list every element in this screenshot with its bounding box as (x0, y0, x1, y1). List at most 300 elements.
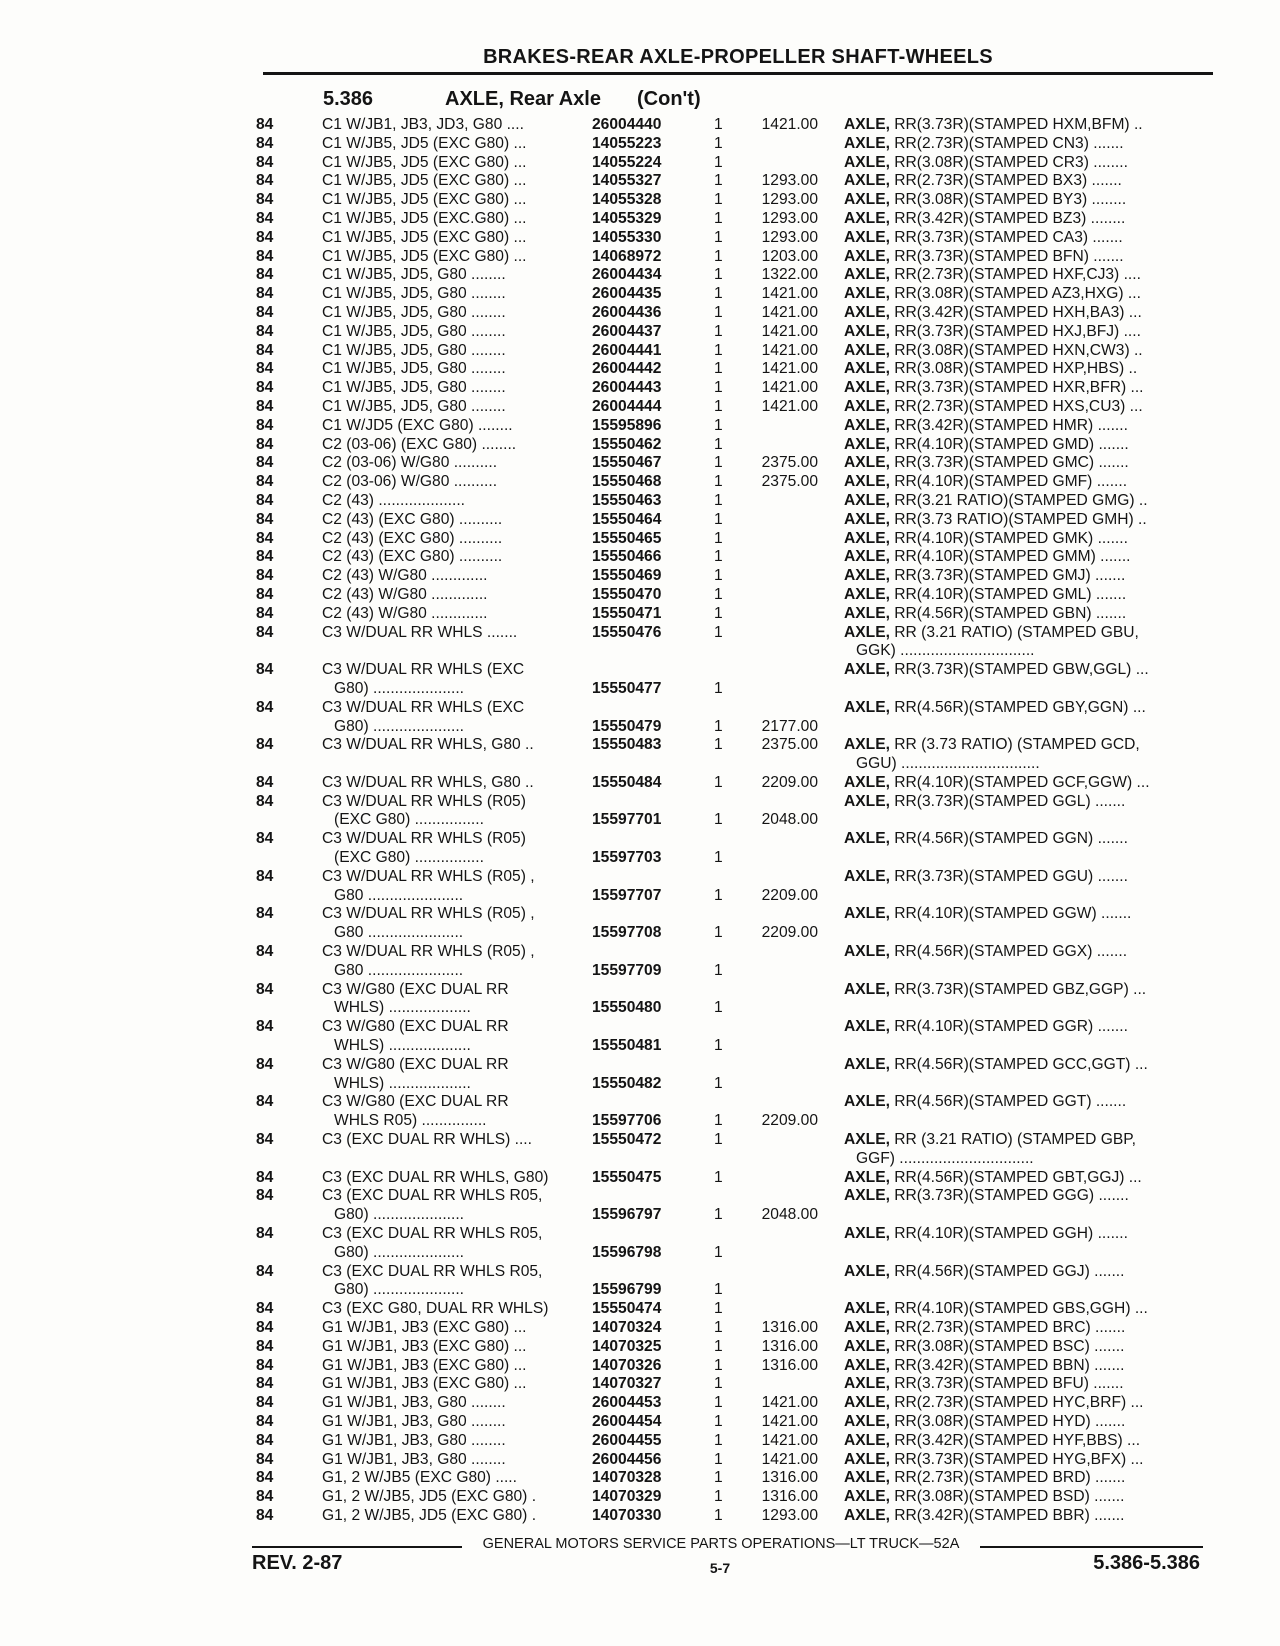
application-line: C1 W/JB5, JD5 (EXC G80) ... (322, 134, 527, 152)
quantity: 1 (714, 172, 723, 190)
price: 1293.00 (761, 209, 818, 227)
application-line: (EXC G80) ................ (334, 849, 484, 867)
quantity: 1 (714, 1074, 723, 1092)
description-cell (844, 323, 1216, 342)
description-cell (844, 1432, 1216, 1451)
application-line: C2 (43) (EXC G80) .......... (322, 548, 503, 566)
table-row (256, 229, 1216, 248)
description-prefix: AXLE, (844, 548, 890, 566)
description-line: GGF) ............................... (856, 1149, 1034, 1167)
description-prefix: AXLE, (844, 435, 890, 453)
description-prefix: AXLE, (844, 303, 890, 321)
description-prefix: AXLE, (844, 1450, 890, 1468)
application-cell (322, 248, 590, 267)
application-cell (322, 1225, 590, 1263)
description-cell (844, 210, 1216, 229)
ref-number: 84 (256, 548, 274, 566)
application-line: C3 W/DUAL RR WHLS ....... (322, 623, 518, 641)
description-line: RR(3.08R)(STAMPED AZ3,HXG) ... (894, 285, 1141, 303)
application-line: C1 W/JB5, JD5, G80 ........ (322, 360, 506, 378)
description-prefix: AXLE, (844, 792, 890, 810)
quantity: 1 (714, 322, 723, 340)
part-number: 15550466 (592, 548, 662, 566)
application-line: C2 (43) W/G80 ............. (322, 604, 488, 622)
application-line: G1 W/JB1, JB3 (EXC G80) ... (322, 1319, 527, 1336)
description-cell (844, 1451, 1216, 1470)
application-line: C1 W/JB5, JD5 (EXC G80) ... (322, 191, 527, 209)
application-cell (322, 1263, 590, 1301)
description-prefix: AXLE, (844, 567, 890, 585)
description-cell (844, 285, 1216, 304)
quantity: 1 (714, 473, 723, 491)
ref-number: 84 (256, 1168, 274, 1186)
quantity: 1 (714, 849, 723, 867)
ref-number: 84 (256, 1337, 274, 1355)
ref-number: 84 (256, 980, 274, 998)
application-cell (322, 154, 590, 173)
description-prefix: AXLE, (844, 510, 890, 528)
description-line: RR(3.73R)(STAMPED GBW,GGL) ... (894, 661, 1149, 679)
part-number: 15550483 (592, 736, 662, 754)
part-number: 15550480 (592, 999, 662, 1017)
application-line: G1, 2 W/JB5 (EXC G80) ..... (322, 1469, 517, 1487)
price: 1316.00 (761, 1488, 818, 1506)
description-prefix: AXLE, (844, 1356, 890, 1374)
table-row (256, 135, 1216, 154)
description-cell (844, 793, 1216, 812)
description-line: RR(3.08R)(STAMPED BSD) ....... (894, 1488, 1125, 1506)
description-cell (844, 417, 1216, 436)
description-cell (844, 981, 1216, 1000)
application-line: C1 W/JB5, JD5 (EXC G80) ... (322, 153, 527, 171)
application-cell (322, 304, 590, 323)
table-row (256, 661, 1216, 699)
part-number: 15597707 (592, 886, 662, 904)
description-cell (844, 1263, 1216, 1282)
part-number: 15550472 (592, 1131, 662, 1149)
description-line: RR(4.56R)(STAMPED GBN) ....... (894, 604, 1127, 622)
quantity: 1 (714, 623, 723, 641)
price: 1421.00 (761, 1431, 818, 1449)
price: 1316.00 (761, 1337, 818, 1355)
description-line: RR(4.56R)(STAMPED GGN) ....... (894, 830, 1128, 848)
table-row (256, 981, 1216, 1019)
application-cell (322, 511, 590, 530)
ref-number: 84 (256, 360, 274, 378)
quantity: 1 (714, 773, 723, 791)
ref-number: 84 (256, 792, 274, 810)
description-prefix: AXLE, (844, 1412, 890, 1430)
price: 1293.00 (761, 191, 818, 209)
description-line: GGK) ............................... (856, 642, 1035, 660)
application-line: G80) ..................... (334, 1206, 464, 1224)
application-cell (322, 473, 590, 492)
quantity: 1 (714, 717, 723, 735)
description-prefix: AXLE, (844, 1488, 890, 1506)
description-prefix: AXLE, (844, 191, 890, 209)
ref-number: 84 (256, 416, 274, 434)
description-prefix: AXLE, (844, 1375, 890, 1393)
quantity: 1 (714, 1112, 723, 1130)
ref-number: 84 (256, 1394, 274, 1412)
application-line: C1 W/JB5, JD5, G80 ........ (322, 379, 506, 397)
description-prefix: AXLE, (844, 1131, 890, 1149)
price: 1316.00 (761, 1319, 818, 1336)
ref-number: 84 (256, 1469, 274, 1487)
description-prefix: AXLE, (844, 698, 890, 716)
description-prefix: AXLE, (844, 623, 890, 641)
application-cell (322, 624, 590, 643)
description-cell (844, 1394, 1216, 1413)
price: 1421.00 (761, 341, 818, 359)
description-cell (844, 473, 1216, 492)
application-cell (322, 530, 590, 549)
quantity: 1 (714, 116, 723, 133)
table-row (256, 116, 1216, 135)
application-line: C3 W/DUAL RR WHLS (R05) , (322, 867, 535, 885)
quantity: 1 (714, 1488, 723, 1506)
section-continued: (Con't) (637, 88, 701, 110)
description-line: RR (3.21 RATIO) (STAMPED GBU, (894, 623, 1139, 641)
description-line: RR(3.42R)(STAMPED HMR) ....... (894, 416, 1128, 434)
description-cell (844, 624, 1216, 662)
description-cell (844, 530, 1216, 549)
part-number: 15597703 (592, 849, 662, 867)
application-line: C3 W/DUAL RR WHLS (R05) , (322, 943, 535, 961)
application-line: G1 W/JB1, JB3 (EXC G80) ... (322, 1337, 527, 1355)
application-cell (322, 774, 590, 793)
ref-number: 84 (256, 379, 274, 397)
application-cell (322, 905, 590, 943)
description-cell (844, 342, 1216, 361)
application-line: C3 W/G80 (EXC DUAL RR (322, 1018, 509, 1036)
application-cell (322, 586, 590, 605)
description-line: RR(3.73R)(STAMPED HXR,BFR) ... (894, 379, 1144, 397)
description-cell (844, 868, 1216, 887)
ref-number: 84 (256, 1506, 274, 1524)
part-number: 26004455 (592, 1431, 662, 1449)
table-row (256, 492, 1216, 511)
quantity: 1 (714, 397, 723, 415)
application-line: G80) ..................... (334, 679, 464, 697)
application-line: WHLS R05) ............... (334, 1112, 487, 1130)
quantity: 1 (714, 1037, 723, 1055)
description-cell (844, 1357, 1216, 1376)
description-prefix: AXLE, (844, 1337, 890, 1355)
price: 1293.00 (761, 172, 818, 190)
ref-number: 84 (256, 285, 274, 303)
application-cell (322, 1018, 590, 1056)
description-prefix: AXLE, (844, 491, 890, 509)
description-line: RR(3.08R)(STAMPED HYD) ....... (894, 1412, 1126, 1430)
table-row (256, 530, 1216, 549)
quantity: 1 (714, 153, 723, 171)
description-cell (844, 379, 1216, 398)
description-line: RR(4.10R)(STAMPED GGR) ....... (894, 1018, 1128, 1036)
description-cell (844, 567, 1216, 586)
application-cell (322, 379, 590, 398)
application-cell (322, 1187, 590, 1225)
description-line: RR(3.73R)(STAMPED GMJ) ....... (894, 567, 1126, 585)
table-row (256, 191, 1216, 210)
ref-number: 84 (256, 1055, 274, 1073)
description-cell (844, 1319, 1216, 1338)
application-cell (322, 1413, 590, 1432)
ref-number: 84 (256, 943, 274, 961)
quantity: 1 (714, 1356, 723, 1374)
quantity: 1 (714, 567, 723, 585)
application-cell (322, 1338, 590, 1357)
description-prefix: AXLE, (844, 209, 890, 227)
application-line: C1 W/JB5, JD5 (EXC G80) ... (322, 172, 527, 190)
table-row (256, 436, 1216, 455)
description-cell (844, 699, 1216, 718)
application-cell (322, 1432, 590, 1451)
application-line: C3 W/DUAL RR WHLS (EXC (322, 698, 525, 716)
application-line: C3 W/DUAL RR WHLS (R05) (322, 792, 526, 810)
table-row (256, 285, 1216, 304)
description-prefix: AXLE, (844, 1225, 890, 1243)
description-prefix: AXLE, (844, 247, 890, 265)
quantity: 1 (714, 999, 723, 1017)
ref-number: 84 (256, 303, 274, 321)
ref-number: 84 (256, 172, 274, 190)
quantity: 1 (714, 1394, 723, 1412)
table-row (256, 1432, 1216, 1451)
application-line: C3 (EXC DUAL RR WHLS R05, (322, 1187, 543, 1205)
quantity: 1 (714, 736, 723, 754)
description-cell (844, 154, 1216, 173)
section-heading (323, 88, 701, 111)
ref-number: 84 (256, 454, 274, 472)
ref-number: 84 (256, 1018, 274, 1036)
description-prefix: AXLE, (844, 585, 890, 603)
table-row (256, 1131, 1216, 1169)
table-row (256, 1187, 1216, 1225)
description-prefix: AXLE, (844, 980, 890, 998)
application-line: C3 W/DUAL RR WHLS (R05) (322, 830, 526, 848)
application-line: WHLS) ................... (334, 999, 471, 1017)
table-row (256, 1093, 1216, 1131)
table-row (256, 1319, 1216, 1338)
price: 1421.00 (761, 1394, 818, 1412)
description-prefix: AXLE, (844, 529, 890, 547)
description-cell (844, 1169, 1216, 1188)
application-line: C3 W/G80 (EXC DUAL RR (322, 1093, 509, 1111)
ref-number: 84 (256, 1319, 274, 1336)
part-number: 15550474 (592, 1300, 662, 1318)
application-line: G80 ...................... (334, 924, 464, 942)
application-line: G1 W/JB1, JB3, G80 ........ (322, 1431, 506, 1449)
part-number: 15550462 (592, 435, 662, 453)
description-line: RR(3.42R)(STAMPED BBR) ....... (894, 1506, 1125, 1524)
ref-number: 84 (256, 1187, 274, 1205)
application-line: G80) ..................... (334, 1243, 464, 1261)
table-row (256, 1357, 1216, 1376)
part-number: 15550481 (592, 1037, 662, 1055)
table-row (256, 567, 1216, 586)
part-number: 14070324 (592, 1319, 662, 1336)
ref-number: 84 (256, 529, 274, 547)
description-prefix: AXLE, (844, 416, 890, 434)
description-line: RR(3.73R)(STAMPED GMC) ....... (894, 454, 1129, 472)
part-number: 15550469 (592, 567, 662, 585)
part-number: 14070325 (592, 1337, 662, 1355)
description-line: RR(2.73R)(STAMPED CN3) ....... (894, 134, 1124, 152)
quantity: 1 (714, 1243, 723, 1261)
description-cell (844, 191, 1216, 210)
description-cell (844, 1187, 1216, 1206)
application-line: G1, 2 W/JB5, JD5 (EXC G80) . (322, 1506, 537, 1524)
description-line: RR(4.10R)(STAMPED GMD) ....... (894, 435, 1129, 453)
application-cell (322, 793, 590, 831)
application-line: C3 (EXC DUAL RR WHLS R05, (322, 1262, 543, 1280)
application-cell (322, 1394, 590, 1413)
table-row (256, 605, 1216, 624)
ref-number: 84 (256, 191, 274, 209)
price: 1421.00 (761, 116, 818, 133)
quantity: 1 (714, 811, 723, 829)
table-row (256, 154, 1216, 173)
footer-section-range: 5.386-5.386 (1093, 1552, 1200, 1574)
application-cell (322, 943, 590, 981)
description-cell (844, 266, 1216, 285)
application-line: G1 W/JB1, JB3, G80 ........ (322, 1450, 506, 1468)
application-line: C1 W/JB5, JD5, G80 ........ (322, 341, 506, 359)
quantity: 1 (714, 1206, 723, 1224)
description-line: RR(3.73R)(STAMPED HXJ,BFJ) .... (894, 322, 1141, 340)
quantity: 1 (714, 209, 723, 227)
quantity: 1 (714, 679, 723, 697)
description-line: RR(2.73R)(STAMPED HXS,CU3) ... (894, 397, 1143, 415)
description-cell (844, 905, 1216, 924)
part-number: 26004435 (592, 285, 662, 303)
quantity: 1 (714, 228, 723, 246)
application-cell (322, 323, 590, 342)
description-cell (844, 1300, 1216, 1319)
quantity: 1 (714, 886, 723, 904)
price: 2375.00 (761, 473, 818, 491)
description-prefix: AXLE, (844, 473, 890, 491)
description-prefix: AXLE, (844, 1055, 890, 1073)
quantity: 1 (714, 1431, 723, 1449)
part-number: 14070329 (592, 1488, 662, 1506)
description-prefix: AXLE, (844, 1319, 890, 1336)
application-line: C3 (EXC G80, DUAL RR WHLS) (322, 1300, 549, 1318)
price: 1293.00 (761, 1506, 818, 1524)
price: 1421.00 (761, 397, 818, 415)
description-line: RR (3.73 RATIO) (STAMPED GCD, (894, 736, 1140, 754)
ref-number: 84 (256, 1262, 274, 1280)
application-cell (322, 1451, 590, 1470)
description-line: RR(2.73R)(STAMPED HYC,BRF) ... (894, 1394, 1144, 1412)
ref-number: 84 (256, 510, 274, 528)
part-number: 15597706 (592, 1112, 662, 1130)
description-line: RR(3.08R)(STAMPED HXP,HBS) .. (894, 360, 1138, 378)
description-cell (844, 548, 1216, 567)
description-cell (844, 1225, 1216, 1244)
application-cell (322, 661, 590, 699)
application-line: C2 (43) (EXC G80) .......... (322, 529, 503, 547)
ref-number: 84 (256, 1093, 274, 1111)
part-number: 15596797 (592, 1206, 662, 1224)
table-row (256, 793, 1216, 831)
ref-number: 84 (256, 736, 274, 754)
description-prefix: AXLE, (844, 1506, 890, 1524)
table-row (256, 454, 1216, 473)
price: 1421.00 (761, 1450, 818, 1468)
application-cell (322, 454, 590, 473)
price: 1316.00 (761, 1469, 818, 1487)
application-line: C3 W/G80 (EXC DUAL RR (322, 1055, 509, 1073)
part-number: 15550482 (592, 1074, 662, 1092)
parts-table (256, 116, 1216, 1526)
description-line: RR(4.10R)(STAMPED GMM) ....... (894, 548, 1131, 566)
description-prefix: AXLE, (844, 1262, 890, 1280)
application-cell (322, 1319, 590, 1338)
ref-number: 84 (256, 830, 274, 848)
footer-rule-right (980, 1546, 1203, 1548)
description-prefix: AXLE, (844, 867, 890, 885)
ref-number: 84 (256, 1412, 274, 1430)
application-cell (322, 1488, 590, 1507)
part-number: 15550470 (592, 585, 662, 603)
part-number: 15596799 (592, 1281, 662, 1299)
application-cell (322, 172, 590, 191)
application-line: C1 W/JB5, JD5 (EXC G80) ... (322, 228, 527, 246)
table-row (256, 736, 1216, 774)
description-prefix: AXLE, (844, 341, 890, 359)
description-cell (844, 398, 1216, 417)
table-row (256, 586, 1216, 605)
table-row (256, 1469, 1216, 1488)
application-cell (322, 210, 590, 229)
price: 2048.00 (761, 811, 818, 829)
quantity: 1 (714, 285, 723, 303)
description-line: RR(3.73 RATIO)(STAMPED GMH) .. (894, 510, 1147, 528)
part-number: 15550464 (592, 510, 662, 528)
description-cell (844, 1413, 1216, 1432)
part-number: 26004453 (592, 1394, 662, 1412)
application-line: C1 W/JB5, JD5, G80 ........ (322, 285, 506, 303)
footer-rule-left (252, 1546, 462, 1548)
quantity: 1 (714, 303, 723, 321)
price: 1421.00 (761, 303, 818, 321)
footer-page-number: 5-7 (709, 1560, 731, 1576)
header-rule (263, 72, 1213, 75)
table-row (256, 1488, 1216, 1507)
ref-number: 84 (256, 867, 274, 885)
application-line: WHLS) ................... (334, 1037, 471, 1055)
table-row (256, 304, 1216, 323)
ref-number: 84 (256, 397, 274, 415)
application-line: G1 W/JB1, JB3 (EXC G80) ... (322, 1375, 527, 1393)
table-row (256, 624, 1216, 662)
part-number: 14070330 (592, 1506, 662, 1524)
table-row (256, 1338, 1216, 1357)
application-cell (322, 1300, 590, 1319)
description-cell (844, 1338, 1216, 1357)
quantity: 1 (714, 510, 723, 528)
description-line: RR(3.42R)(STAMPED HXH,BA3) ... (894, 303, 1142, 321)
description-prefix: AXLE, (844, 736, 890, 754)
ref-number: 84 (256, 491, 274, 509)
ref-number: 84 (256, 1356, 274, 1374)
table-row (256, 943, 1216, 981)
application-cell (322, 191, 590, 210)
description-prefix: AXLE, (844, 773, 890, 791)
quantity: 1 (714, 1281, 723, 1299)
